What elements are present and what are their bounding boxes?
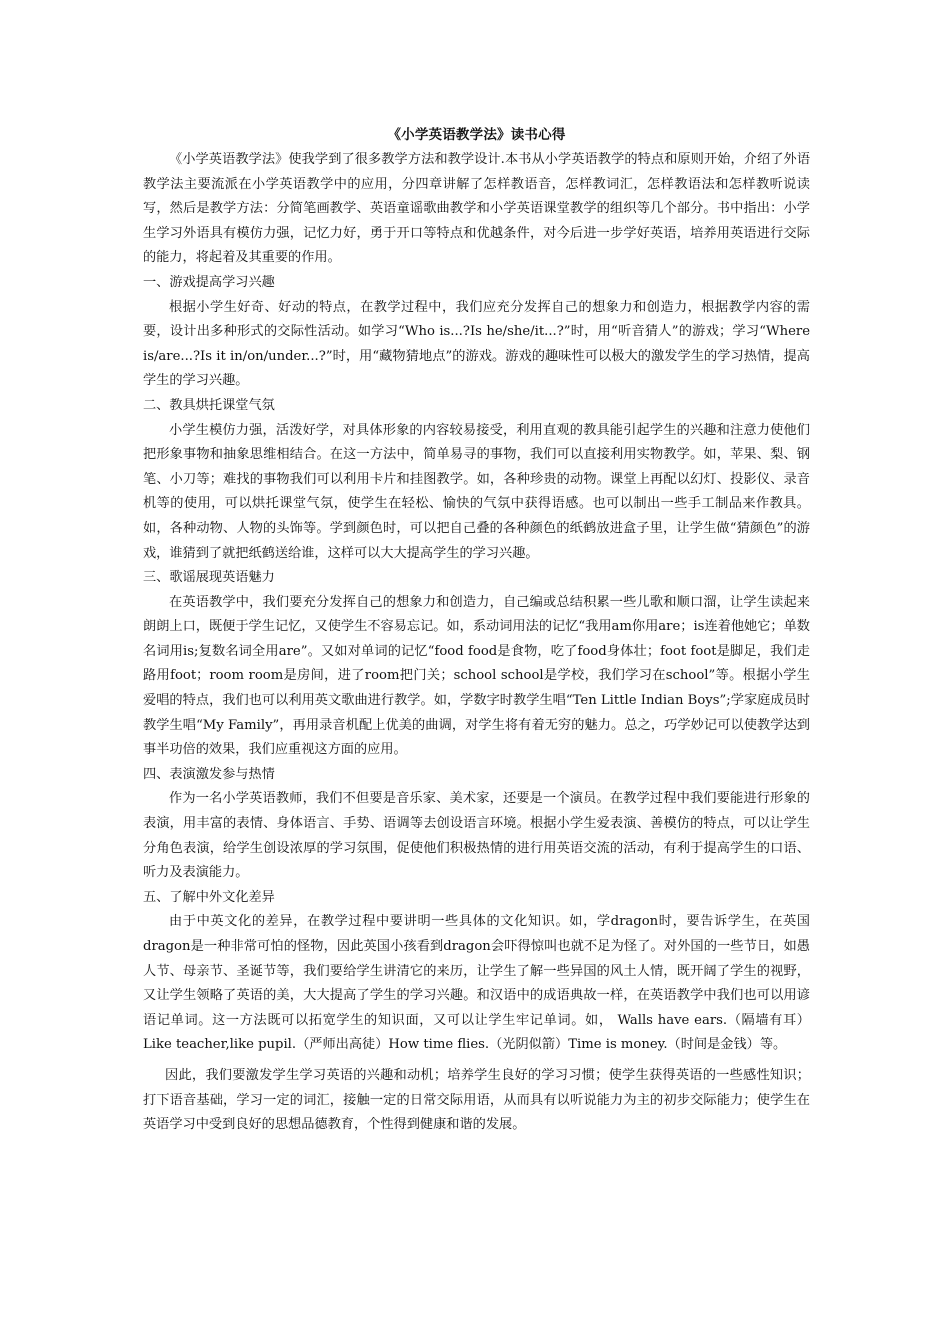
section-1 xyxy=(143,271,810,394)
section-3 xyxy=(143,566,810,763)
document-page xyxy=(143,124,810,1138)
intro-paragraph: 《小学英语教学法》使我学到了很多教学方法和教学设计.本书从小学英语教学的特点和原则开始，介绍了外语教学法主要流派在小学英语教学中的应用，分四章讲解了怎样教语音，怎样教词汇，怎样教语法和怎样教听说读写，然后是教学方法：分简笔画教学、英语童谣歌曲教学和小学英语课堂教学的组织等几个部分。书中指出：小学生学习外语具有模仿力强，记忆力好，勇于开口等特点和优越条件，对今后进一步学好英语，培养用英语进行交际的能力，将起着及其重要的作用。 xyxy=(143,152,810,266)
section-heading: 一、游戏提高学习兴趣 xyxy=(143,274,275,290)
section-body: 小学生模仿力强，活泼好学，对具体形象的内容较易接受，利用直观的教具能引起学生的兴趣和注意力使他们把形象事物和抽象思维相结合。在这一方法中，简单易寻的事物，我们可以直接利用实物教学。如，苹果、梨、钢笔、小刀等；难找的事物我们可以利用卡片和挂图教学。如，各种珍贵的动物。课堂上再配以幻灯、投影仪、录音机等的使用，可以烘托课堂气氛，使学生在轻松、愉快的气氛中获得语感。也可以制出一些手工制品来作教具。如，各种动物、人物的头饰等。学到颜色时，可以把自己叠的各种颜色的纸鹤放进盒子里，让学生做“猜颜色”的游戏，谁猜到了就把纸鹤送给谁，这样可以大大提高学生的学习兴趣。 xyxy=(143,422,810,561)
section-heading: 三、歌谣展现英语魅力 xyxy=(143,570,275,586)
section-2 xyxy=(143,394,810,566)
section-body: 根据小学生好奇、好动的特点，在教学过程中，我们应充分发挥自己的想象力和创造力，根据教学内容的需要，设计出多种形式的交际性活动。如学习“Who is...?Is he/she/it...?”时，用“听音猜人”的游戏；学习“Where is/are...?Is it in/on/under...?”时，用“藏物猜地点”的游戏。游戏的趣味性可以极大的激发学生的学习热情，提高学生的学习兴趣。 xyxy=(143,299,810,389)
closing-paragraph: 因此，我们要激发学生学习英语的兴趣和动机；培养学生良好的学习习惯；使学生获得英语的一些感性知识；打下语音基础，学习一定的词汇，接触一定的日常交际用语，从而具有以听说能力为主的初步交际能力；使学生在英语学习中受到良好的思想品德教育，个性得到健康和谐的发展。 xyxy=(143,1067,810,1133)
section-heading: 五、了解中外文化差异 xyxy=(143,889,275,905)
section-heading: 四、表演激发参与热情 xyxy=(143,766,275,782)
section-body: 由于中英文化的差异，在教学过程中要讲明一些具体的文化知识。如，学dragon时，要告诉学生，在英国dragon是一种非常可怕的怪物，因此英国小孩看到dragon会吓得惊叫也就不足为怪了。对外国的一些节日，如愚人节、母亲节、圣诞节等，我们要给学生讲清它的来历，让学生了解一些异国的风土人情，既开阔了学生的视野，又让学生领略了英语的美，大大提高了学生的学习兴趣。和汉语中的成语典故一样，在英语教学中我们也可以用谚语记单词。这一方法既可以拓宽学生的知识面，又可以让学生牢记单词。如， Walls have ears.（隔墙有耳）Like teacher,like pupil.（严师出高徒）How time flies.（光阴似箭）Time is money.（时间是金钱）等。 xyxy=(143,914,810,1053)
section-4 xyxy=(143,763,810,886)
section-5 xyxy=(143,886,810,1058)
document-title: 《小学英语教学法》读书心得 xyxy=(387,127,566,143)
section-heading: 二、教具烘托课堂气氛 xyxy=(143,397,275,413)
section-body: 在英语教学中，我们要充分发挥自己的想象力和创造力，自己编或总结积累一些儿歌和顺口溜，让学生读起来朗朗上口，既便于学生记忆，又使学生不容易忘记。如，系动词用法的记忆“我用am你用are；is连着他她它；单数名词用is;复数名词全用are”。又如对单词的记忆“food food是食物，吃了food身体壮；foot foot是脚足，我们走路用foot；room room是房间，进了room把门关；school school是学校，我们学习在school”等。根据小学生爱唱的特点，我们也可以利用英文歌曲进行教学。如，学数字时教学生唱“Ten Little Indian Boys”;学家庭成员时教学生唱“My Family”，再用录音机配上优美的曲调，对学生将有着无穷的魅力。总之，巧学妙记可以使教学达到事半功倍的效果，我们应重视这方面的应用。 xyxy=(143,594,810,758)
section-body: 作为一名小学英语教师，我们不但要是音乐家、美术家，还要是一个演员。在教学过程中我们要能进行形象的表演，用丰富的表情、身体语言、手势、语调等去创设语言环境。根据小学生爱表演、善模仿的特点，可以让学生分角色表演，给学生创设浓厚的学习氛围，促使他们积极热情的进行用英语交流的活动，有利于提高学生的口语、听力及表演能力。 xyxy=(143,791,810,881)
